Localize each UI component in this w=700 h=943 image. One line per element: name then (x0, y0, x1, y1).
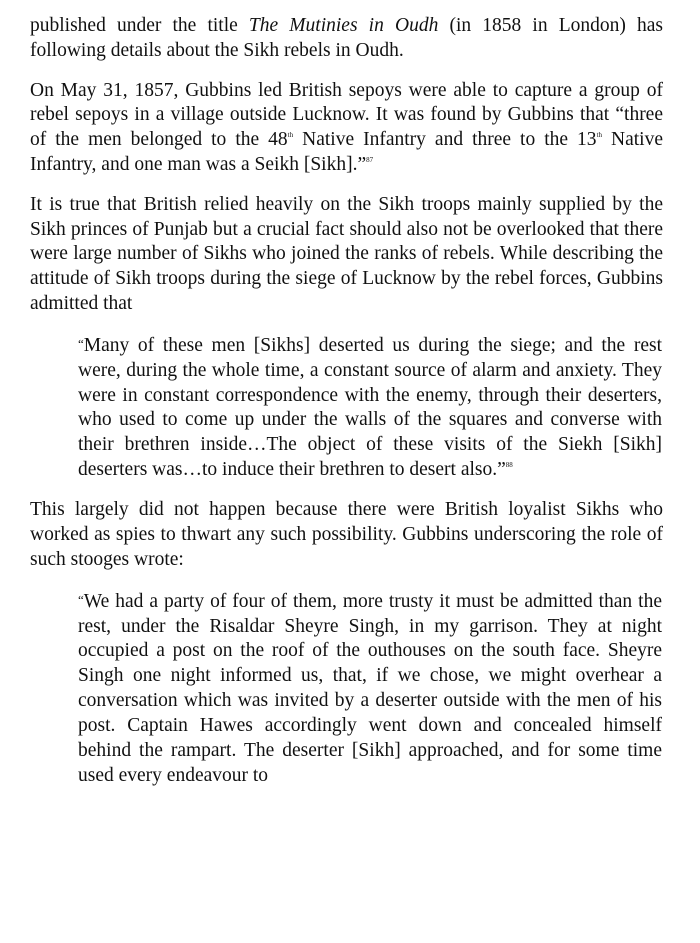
block-quote (78, 588, 662, 789)
footnote-marker: 87 (366, 155, 374, 164)
footnote-marker: 88 (505, 461, 513, 470)
p2-text-3: Native Infantry, and one man was a Seikh [Sikh].” (30, 129, 664, 175)
quote-open-mark: “ (78, 335, 84, 351)
document-page (30, 14, 663, 804)
quote2-text: We had a party of four of them, more trusty it must be admitted than the rest, under the Risaldar Sheyre Singh, in my garrison. They at night occupied a post on the roof of the outhouses on the south face. Sheyre Singh one night informed us, that, if we chose, we might overhear a conversation which was invited by a deserter outside with the men of his post. Captain Hawes accordingly went down and concealed himself behind the rampart. The deserter [Sikh] approached, and for some time used every endeavour to (78, 590, 662, 786)
ordinal-suffix: th (287, 131, 294, 140)
paragraph-loyalist-sikhs (30, 498, 663, 572)
book-title: The Mutinies in Oudh (248, 15, 439, 36)
paragraph-capture (30, 79, 663, 178)
paragraph-continuation (30, 14, 663, 64)
p4-text: This largely did not happen because there were British loyalist Sikhs who worked as spies to thwart any such possibility. Gubbins underscoring the role of such stooges wrote: (30, 499, 663, 570)
p1-text-before: published under the title (30, 15, 249, 36)
ordinal-suffix: th (596, 131, 603, 140)
quote-paragraph (78, 332, 662, 483)
block-quote (78, 332, 662, 483)
paragraph-sikh-troops (30, 193, 663, 317)
quote1-text: Many of these men [Sikhs] deserted us during the siege; and the rest were, during the whole time, a constant source of alarm and anxiety. They were in constant correspondence with the enemy, through their deserters, who used to come up under the walls of the squares and converse with their brethren inside…The object of these visits of the Siekh [Sikh] deserters was…to induce their brethren to desert also.” (78, 334, 662, 481)
p3-text: It is true that British relied heavily on the Sikh troops mainly supplied by the Sikh princes of Punjab but a crucial fact should also not be overlooked that there were large number of Sikhs who joined the ranks of rebels. While describing the attitude of Sikh troops during the siege of Lucknow by the rebel forces, Gubbins admitted that (30, 193, 663, 314)
p2-text-2: Native Infantry and three to the 13 (293, 129, 597, 151)
quote-paragraph (78, 588, 662, 789)
p2-text-1: On May 31, 1857, Gubbins led British sepoys were able to capture a group of rebel sepoys in a village outside Lucknow. It was found by Gubbins that “three of the men belonged to the 48 (30, 79, 663, 151)
quote-open-mark: “ (78, 591, 84, 607)
p1-text-after: (in 1858 in London) has following details about the Sikh rebels in Oudh. (30, 15, 663, 61)
